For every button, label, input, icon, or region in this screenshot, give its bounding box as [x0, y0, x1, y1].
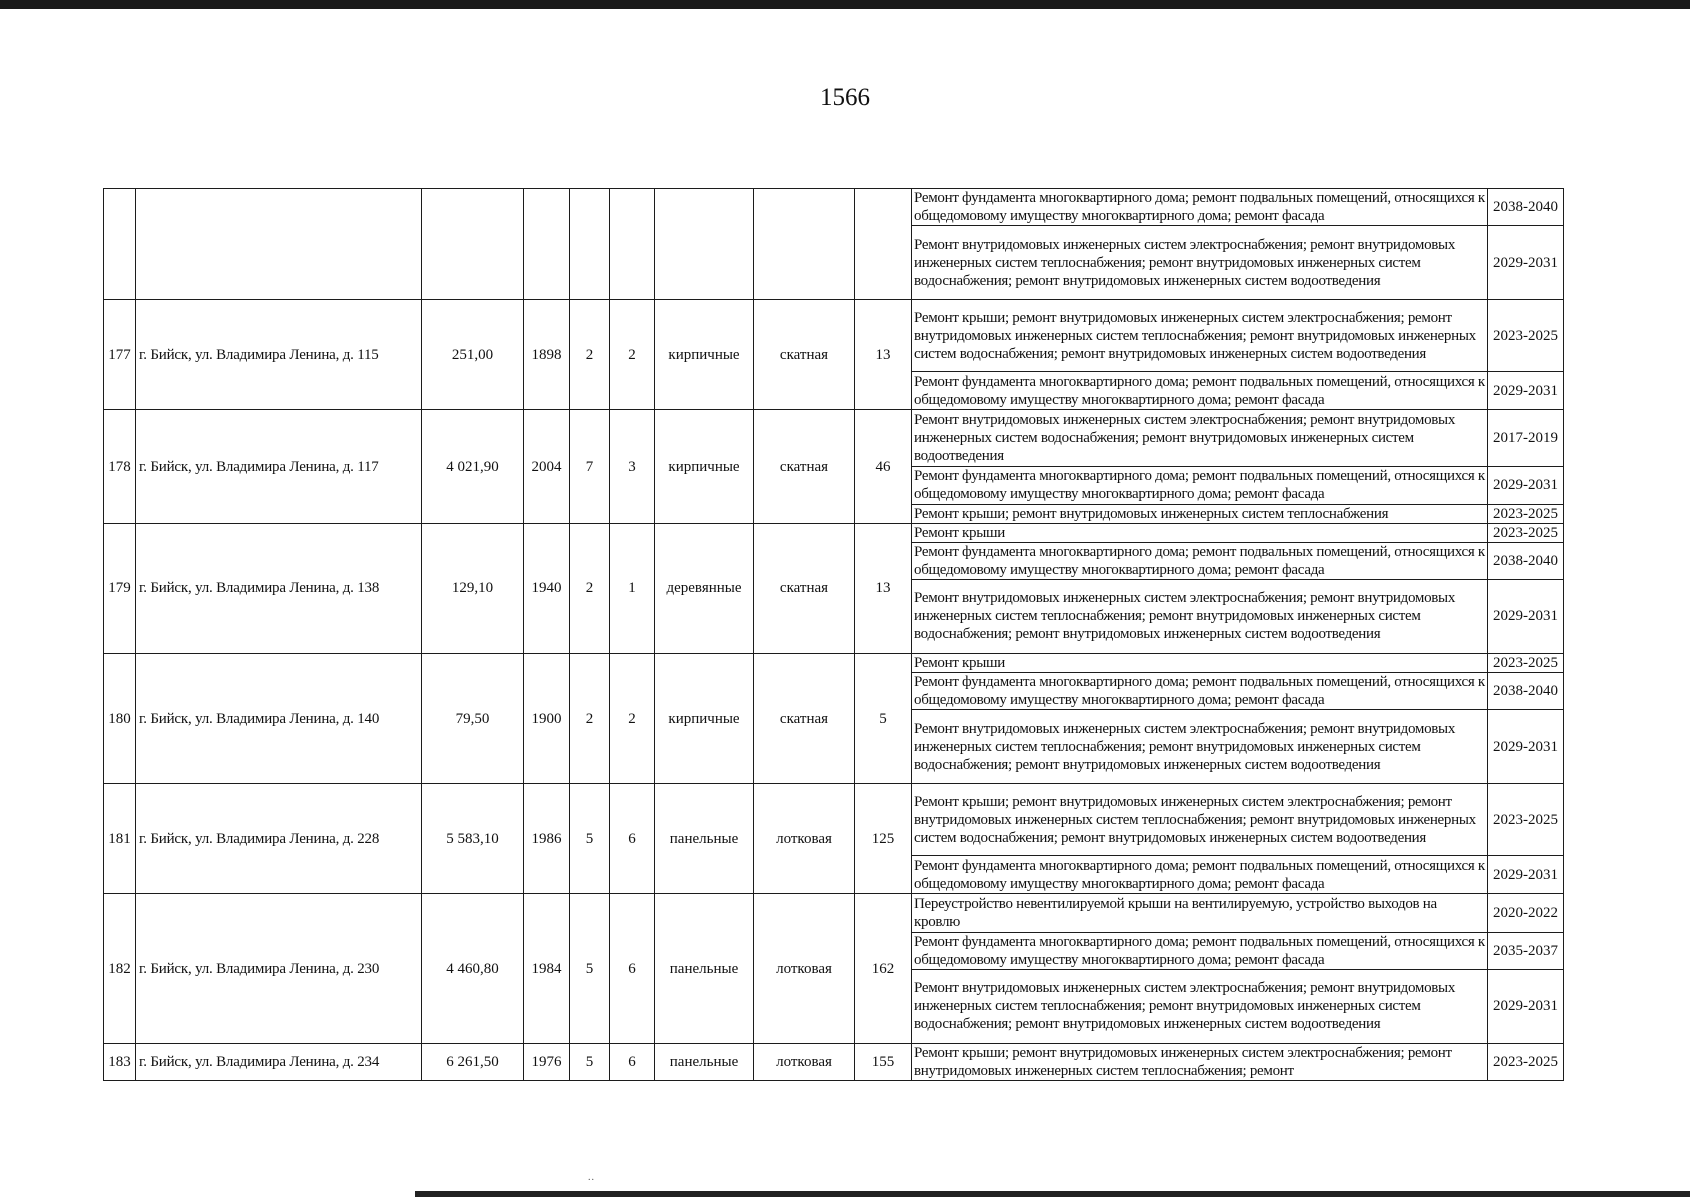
address-cell: г. Бийск, ул. Владимира Ленина, д. 115: [136, 300, 422, 410]
entrances-count-cell: 2: [610, 653, 655, 783]
roof-type-cell: скатная: [754, 523, 855, 653]
wall-material-cell: кирпичные: [655, 410, 754, 523]
work-type-cell: Ремонт фундамента многоквартирного дома; ремонт подвальных помещений, относящихся к общедомовому имуществу многоквартирного дома; ремонт фасада: [912, 542, 1488, 579]
wall-material-cell: кирпичные: [655, 653, 754, 783]
table-row: [104, 894, 1564, 932]
roof-type-cell: лотковая: [754, 894, 855, 1043]
period-cell: 2029-2031: [1488, 969, 1564, 1043]
period-cell: 2023-2025: [1488, 300, 1564, 372]
row-number-cell: 183: [104, 1043, 136, 1080]
work-type-cell: Ремонт крыши: [912, 523, 1488, 542]
work-type-cell: Ремонт внутридомовых инженерных систем электроснабжения; ремонт внутридомовых инженерных систем теплоснабжения; ремонт внутридомовых инженерных систем водоснабжения; ремонт внутридомовых инженерных систем водоотведения: [912, 226, 1488, 300]
area-cell: 79,50: [422, 653, 524, 783]
table-row: [104, 189, 1564, 226]
period-cell: 2017-2019: [1488, 410, 1564, 466]
build-year-cell: [524, 189, 570, 300]
table-row: [104, 1043, 1564, 1080]
period-cell: 2029-2031: [1488, 372, 1564, 410]
entrances-count-cell: 6: [610, 894, 655, 1043]
period-cell: 2038-2040: [1488, 673, 1564, 710]
roof-type-cell: лотковая: [754, 784, 855, 894]
residents-count-cell: 13: [855, 300, 912, 410]
wall-material-cell: панельные: [655, 894, 754, 1043]
entrances-count-cell: [610, 189, 655, 300]
area-cell: 5 583,10: [422, 784, 524, 894]
wall-material-cell: деревянные: [655, 523, 754, 653]
entrances-count-cell: 2: [610, 300, 655, 410]
address-cell: г. Бийск, ул. Владимира Ленина, д. 230: [136, 894, 422, 1043]
row-number-cell: 178: [104, 410, 136, 523]
build-year-cell: 1900: [524, 653, 570, 783]
floors-count-cell: 5: [570, 784, 610, 894]
wall-material-cell: панельные: [655, 1043, 754, 1080]
table-row: [104, 784, 1564, 856]
period-cell: 2020-2022: [1488, 894, 1564, 932]
period-cell: 2029-2031: [1488, 579, 1564, 653]
work-type-cell: Ремонт фундамента многоквартирного дома; ремонт подвальных помещений, относящихся к общедомовому имуществу многоквартирного дома; ремонт фасада: [912, 466, 1488, 504]
floors-count-cell: 5: [570, 894, 610, 1043]
build-year-cell: 2004: [524, 410, 570, 523]
residents-count-cell: 125: [855, 784, 912, 894]
address-cell: [136, 189, 422, 300]
address-cell: г. Бийск, ул. Владимира Ленина, д. 140: [136, 653, 422, 783]
period-cell: 2023-2025: [1488, 1043, 1564, 1080]
work-type-cell: Ремонт внутридомовых инженерных систем электроснабжения; ремонт внутридомовых инженерных систем водоснабжения; ремонт внутридомовых инженерных систем водоотведения: [912, 410, 1488, 466]
work-type-cell: Ремонт фундамента многоквартирного дома; ремонт подвальных помещений, относящихся к общедомовому имуществу многоквартирного дома; ремонт фасада: [912, 673, 1488, 710]
address-cell: г. Бийск, ул. Владимира Ленина, д. 228: [136, 784, 422, 894]
address-cell: г. Бийск, ул. Владимира Ленина, д. 117: [136, 410, 422, 523]
wall-material-cell: панельные: [655, 784, 754, 894]
row-number-cell: 181: [104, 784, 136, 894]
build-year-cell: 1984: [524, 894, 570, 1043]
residents-count-cell: 13: [855, 523, 912, 653]
residents-count-cell: 46: [855, 410, 912, 523]
scan-artifact: ..: [588, 1172, 595, 1183]
work-type-cell: Ремонт крыши: [912, 653, 1488, 672]
area-cell: 4 021,90: [422, 410, 524, 523]
period-cell: 2023-2025: [1488, 653, 1564, 672]
row-number-cell: 177: [104, 300, 136, 410]
work-type-cell: Ремонт фундамента многоквартирного дома; ремонт подвальных помещений, относящихся к общедомовому имуществу многоквартирного дома; ремонт фасада: [912, 189, 1488, 226]
period-cell: 2029-2031: [1488, 466, 1564, 504]
wall-material-cell: [655, 189, 754, 300]
area-cell: 4 460,80: [422, 894, 524, 1043]
period-cell: 2023-2025: [1488, 523, 1564, 542]
scan-bottom-edge: [415, 1191, 1690, 1197]
work-type-cell: Ремонт фундамента многоквартирного дома; ремонт подвальных помещений, относящихся к общедомовому имуществу многоквартирного дома; ремонт фасада: [912, 372, 1488, 410]
residents-count-cell: 162: [855, 894, 912, 1043]
roof-type-cell: [754, 189, 855, 300]
build-year-cell: 1940: [524, 523, 570, 653]
build-year-cell: 1986: [524, 784, 570, 894]
entrances-count-cell: 1: [610, 523, 655, 653]
work-type-cell: Ремонт внутридомовых инженерных систем электроснабжения; ремонт внутридомовых инженерных систем теплоснабжения; ремонт внутридомовых инженерных систем водоснабжения; ремонт внутридомовых инженерных систем водоотведения: [912, 710, 1488, 784]
table-row: [104, 300, 1564, 372]
row-number-cell: 179: [104, 523, 136, 653]
entrances-count-cell: 6: [610, 784, 655, 894]
period-cell: 2038-2040: [1488, 542, 1564, 579]
row-number-cell: 182: [104, 894, 136, 1043]
floors-count-cell: 2: [570, 300, 610, 410]
repair-program-table: [103, 188, 1564, 1081]
area-cell: 6 261,50: [422, 1043, 524, 1080]
floors-count-cell: 5: [570, 1043, 610, 1080]
area-cell: [422, 189, 524, 300]
period-cell: 2023-2025: [1488, 504, 1564, 523]
residents-count-cell: 155: [855, 1043, 912, 1080]
build-year-cell: 1898: [524, 300, 570, 410]
period-cell: 2035-2037: [1488, 932, 1564, 969]
roof-type-cell: скатная: [754, 410, 855, 523]
work-type-cell: Ремонт крыши; ремонт внутридомовых инженерных систем электроснабжения; ремонт внутридомовых инженерных систем теплоснабжения; ремонт внутридомовых инженерных систем водоснабжения; ремонт внутридомовых инженерных систем водоотведения: [912, 300, 1488, 372]
period-cell: 2029-2031: [1488, 226, 1564, 300]
period-cell: 2029-2031: [1488, 710, 1564, 784]
scan-top-edge: [0, 0, 1690, 9]
residents-count-cell: 5: [855, 653, 912, 783]
work-type-cell: Переустройство невентилируемой крыши на вентилируемую, устройство выходов на кровлю: [912, 894, 1488, 932]
work-type-cell: Ремонт крыши; ремонт внутридомовых инженерных систем электроснабжения; ремонт внутридомовых инженерных систем теплоснабжения; ремонт: [912, 1043, 1488, 1080]
period-cell: 2023-2025: [1488, 784, 1564, 856]
period-cell: 2038-2040: [1488, 189, 1564, 226]
roof-type-cell: скатная: [754, 300, 855, 410]
build-year-cell: 1976: [524, 1043, 570, 1080]
residents-count-cell: [855, 189, 912, 300]
table-row: [104, 523, 1564, 542]
floors-count-cell: 2: [570, 523, 610, 653]
work-type-cell: Ремонт внутридомовых инженерных систем электроснабжения; ремонт внутридомовых инженерных систем теплоснабжения; ремонт внутридомовых инженерных систем водоснабжения; ремонт внутридомовых инженерных систем водоотведения: [912, 969, 1488, 1043]
floors-count-cell: [570, 189, 610, 300]
table-row: [104, 410, 1564, 466]
table-row: [104, 653, 1564, 672]
work-type-cell: Ремонт внутридомовых инженерных систем электроснабжения; ремонт внутридомовых инженерных систем теплоснабжения; ремонт внутридомовых инженерных систем водоснабжения; ремонт внутридомовых инженерных систем водоотведения: [912, 579, 1488, 653]
work-type-cell: Ремонт крыши; ремонт внутридомовых инженерных систем электроснабжения; ремонт внутридомовых инженерных систем теплоснабжения; ремонт внутридомовых инженерных систем водоснабжения; ремонт внутридомовых инженерных систем водоотведения: [912, 784, 1488, 856]
floors-count-cell: 7: [570, 410, 610, 523]
area-cell: 129,10: [422, 523, 524, 653]
address-cell: г. Бийск, ул. Владимира Ленина, д. 138: [136, 523, 422, 653]
work-type-cell: Ремонт фундамента многоквартирного дома; ремонт подвальных помещений, относящихся к общедомовому имуществу многоквартирного дома; ремонт фасада: [912, 856, 1488, 894]
work-type-cell: Ремонт крыши; ремонт внутридомовых инженерных систем теплоснабжения: [912, 504, 1488, 523]
entrances-count-cell: 6: [610, 1043, 655, 1080]
roof-type-cell: лотковая: [754, 1043, 855, 1080]
page-number: 1566: [820, 84, 870, 111]
row-number-cell: 180: [104, 653, 136, 783]
roof-type-cell: скатная: [754, 653, 855, 783]
row-number-cell: [104, 189, 136, 300]
area-cell: 251,00: [422, 300, 524, 410]
address-cell: г. Бийск, ул. Владимира Ленина, д. 234: [136, 1043, 422, 1080]
work-type-cell: Ремонт фундамента многоквартирного дома; ремонт подвальных помещений, относящихся к общедомовому имуществу многоквартирного дома; ремонт фасада: [912, 932, 1488, 969]
period-cell: 2029-2031: [1488, 856, 1564, 894]
wall-material-cell: кирпичные: [655, 300, 754, 410]
entrances-count-cell: 3: [610, 410, 655, 523]
floors-count-cell: 2: [570, 653, 610, 783]
